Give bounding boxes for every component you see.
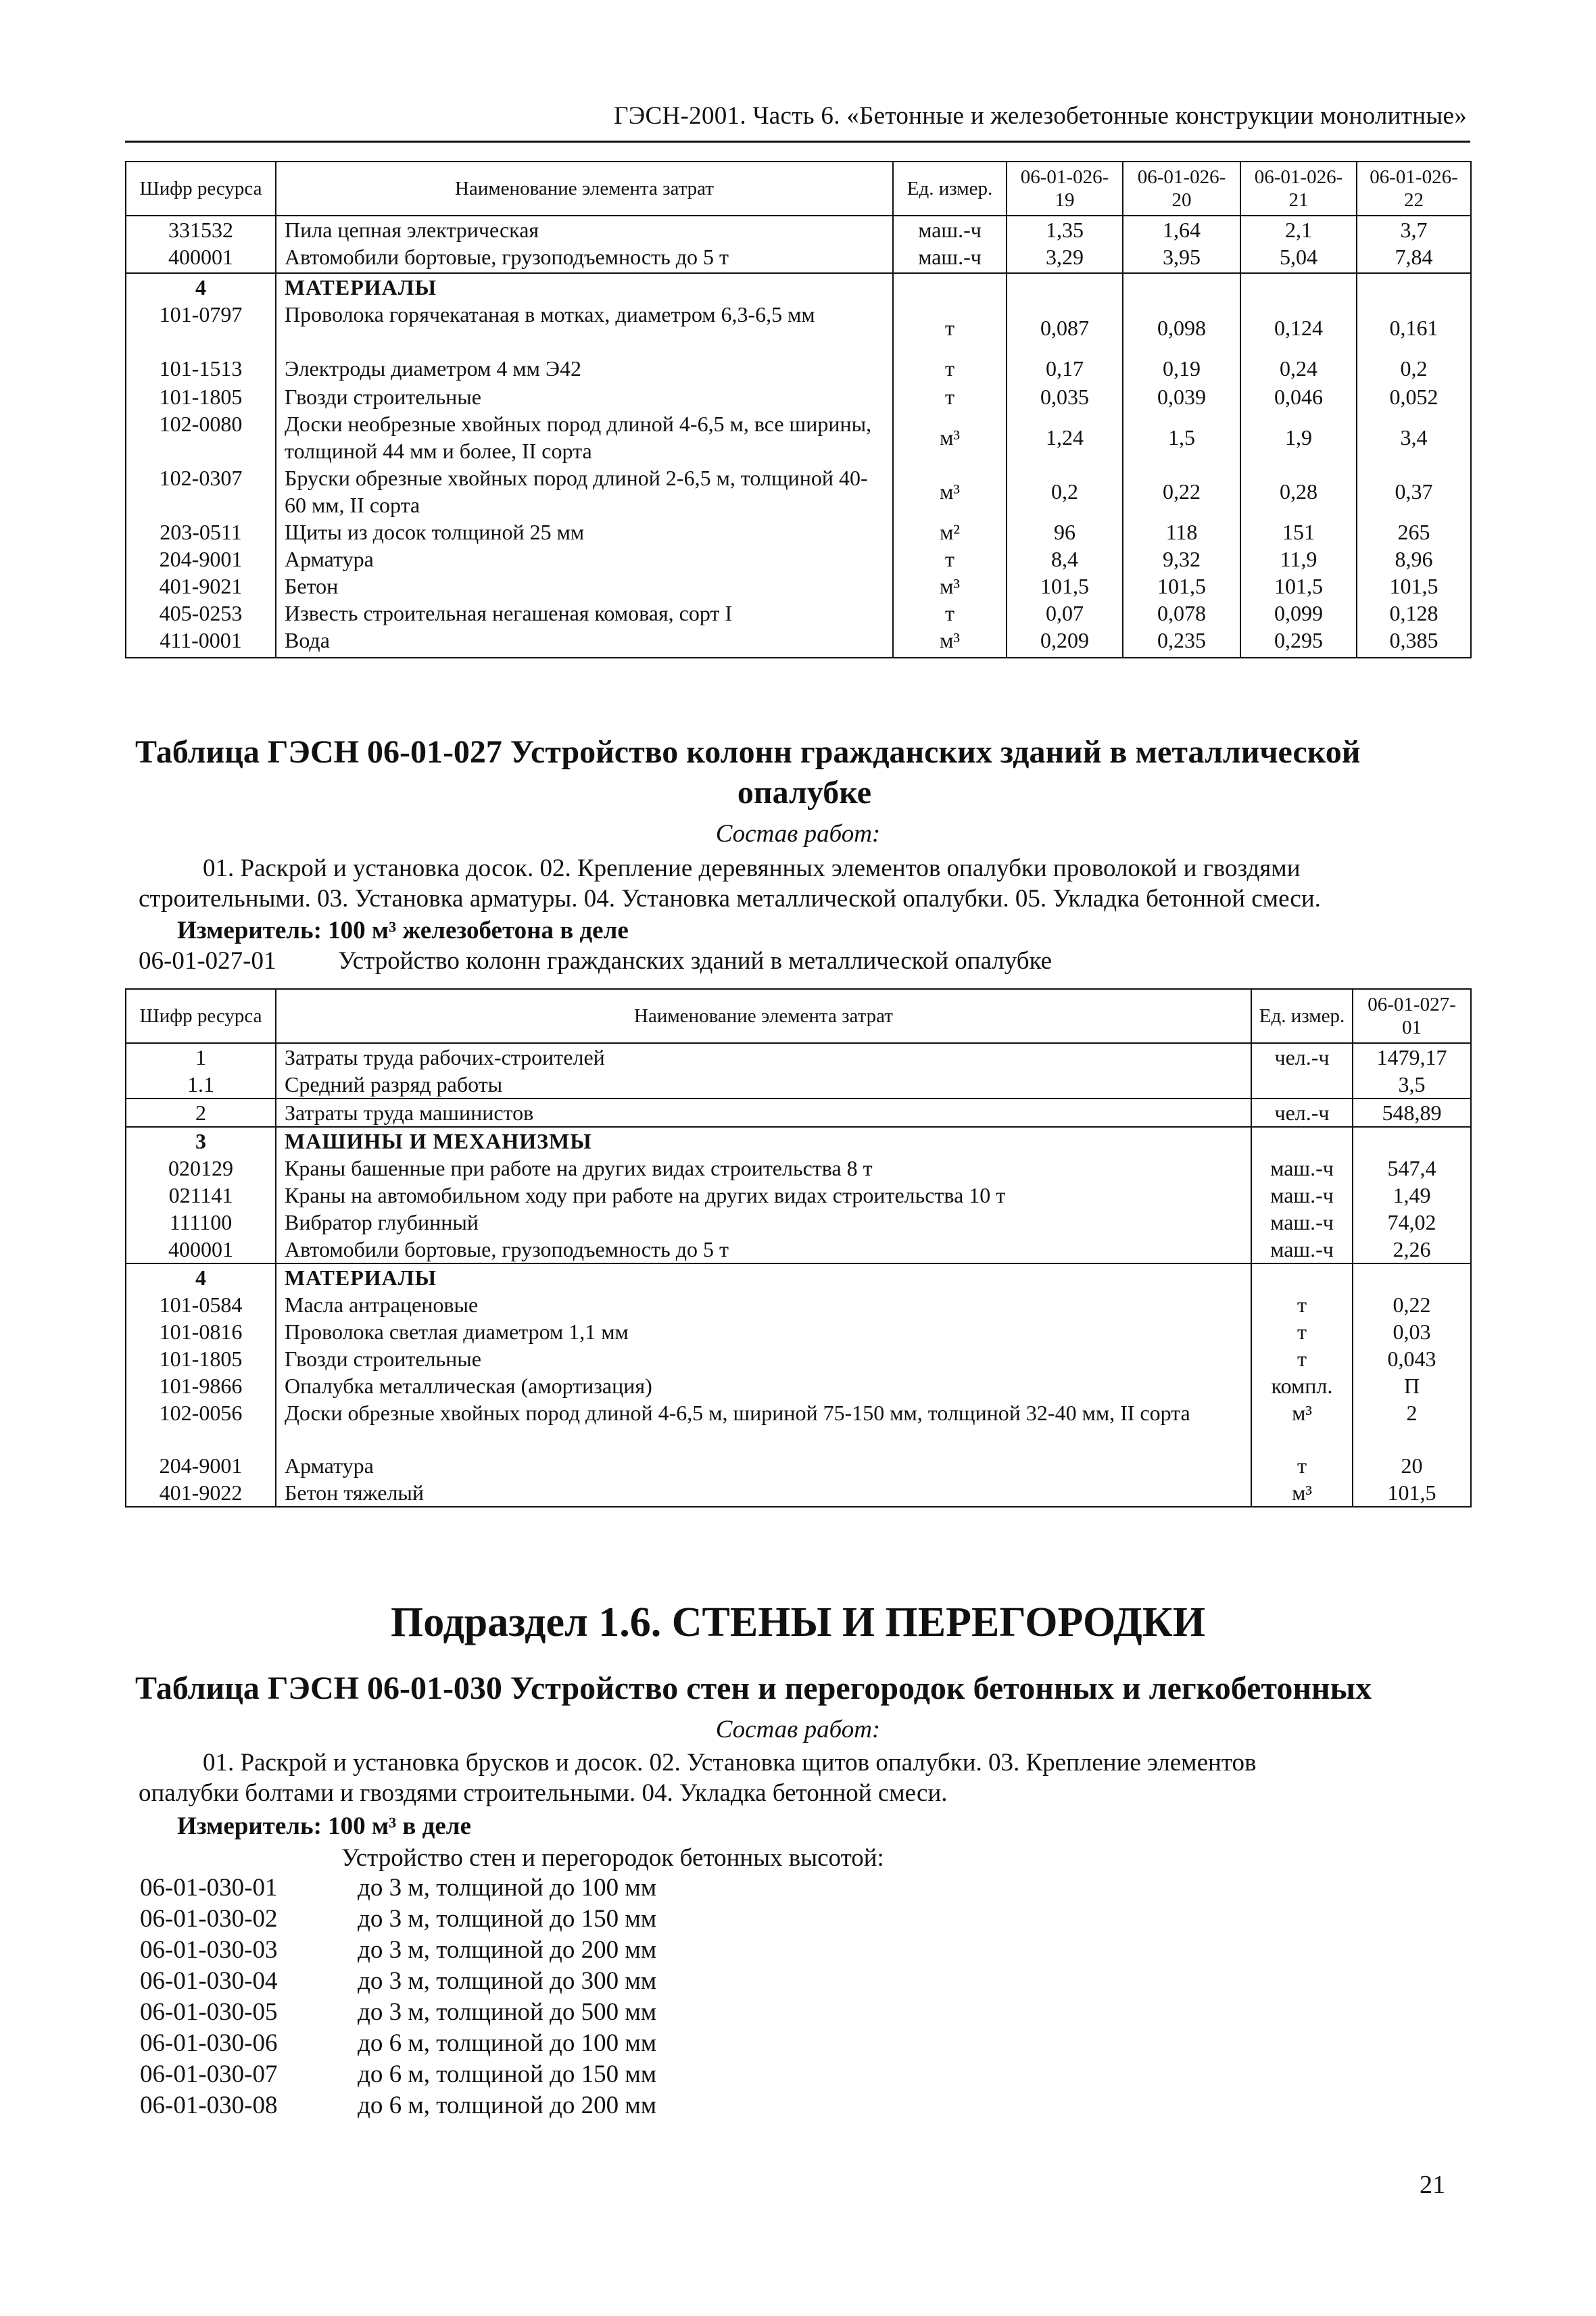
works-composition-030 <box>139 1747 1474 1808</box>
cell-unit: м³ <box>893 464 1007 518</box>
subsection-heading: Подраздел 1.6. СТЕНЫ И ПЕРЕГОРОДКИ <box>391 1599 1205 1645</box>
norm-description: до 3 м, толщиной до 300 мм <box>358 1967 657 1995</box>
header-unit: Ед. измер. <box>1251 989 1353 1043</box>
cell-value: 2,1 <box>1240 216 1357 243</box>
norm-description: до 6 м, толщиной до 150 мм <box>358 2060 657 2088</box>
cell-value <box>1357 273 1471 301</box>
norm-code: 06-01-030-01 <box>140 1874 278 1902</box>
header-norm-1: 06-01-027-01 <box>1353 989 1471 1043</box>
cell-unit <box>1251 1127 1353 1155</box>
table-row <box>126 1099 1471 1127</box>
cell-value: 3,29 <box>1007 243 1123 273</box>
norm-code: 06-01-030-05 <box>140 1998 278 2026</box>
cell-value: 11,9 <box>1240 546 1357 573</box>
cell-value: 0,07 <box>1007 600 1123 627</box>
cell-value: 0,124 <box>1240 301 1357 355</box>
table-row <box>126 518 1471 546</box>
norm-code: 06-01-027-01 <box>139 947 276 975</box>
cell-value: 547,4 <box>1353 1155 1471 1182</box>
cell-code: 101-1805 <box>126 383 276 410</box>
cell-name: Затраты труда машинистов <box>276 1099 1251 1127</box>
works-line-1: 01. Раскрой и установка досок. 02. Крепление деревянных элементов опалубки проволокой и гвоздями <box>203 854 1301 882</box>
cell-name: Автомобили бортовые, грузоподъемность до 5 т <box>276 243 893 273</box>
cell-unit: т <box>1251 1318 1353 1345</box>
cell-value: 0,295 <box>1240 627 1357 658</box>
cell-value: 151 <box>1240 518 1357 546</box>
table-row <box>126 1479 1471 1507</box>
cell-value: 0,22 <box>1353 1291 1471 1318</box>
cell-name: Бруски обрезные хвойных пород длиной 2-6,5 м, толщиной 40-60 мм, II сорта <box>276 464 893 518</box>
table-row <box>126 216 1471 243</box>
header-norm-3: 06-01-026-21 <box>1240 162 1357 216</box>
cell-unit: т <box>893 383 1007 410</box>
table-row <box>126 1127 1471 1155</box>
table-row <box>126 1399 1471 1452</box>
header-unit: Ед. измер. <box>893 162 1007 216</box>
cell-value: П <box>1353 1372 1471 1399</box>
cell-unit: чел.-ч <box>1251 1099 1353 1127</box>
table-row <box>126 410 1471 464</box>
cell-value: 1479,17 <box>1353 1043 1471 1071</box>
table-row <box>126 1209 1471 1236</box>
table-row <box>126 1372 1471 1399</box>
cell-value: 3,4 <box>1357 410 1471 464</box>
cell-unit: т <box>893 301 1007 355</box>
norm-list-030 <box>140 1873 656 2121</box>
measure-unit-030: Измеритель: 100 м³ в деле <box>177 1812 471 1840</box>
cell-value <box>1353 1127 1471 1155</box>
norm-item <box>140 2028 656 2059</box>
cell-value: 0,039 <box>1123 383 1240 410</box>
table-row <box>126 1155 1471 1182</box>
cell-name: Доски необрезные хвойных пород длиной 4-6,5 м, все ширины, толщиной 44 мм и более, II сорта <box>276 410 893 464</box>
cell-value: 1,24 <box>1007 410 1123 464</box>
table-row <box>126 243 1471 273</box>
cell-value: 101,5 <box>1353 1479 1471 1507</box>
running-header: ГЭСН-2001. Часть 6. «Бетонные и железобетонные конструкции монолитные» <box>614 102 1467 130</box>
cell-value <box>1240 273 1357 301</box>
cell-unit: маш.-ч <box>1251 1182 1353 1209</box>
header-name: Наименование элемента затрат <box>276 989 1251 1043</box>
works-composition-027 <box>139 853 1474 914</box>
cell-name: Вода <box>276 627 893 658</box>
cell-code: 3 <box>126 1127 276 1155</box>
cell-value: 0,37 <box>1357 464 1471 518</box>
cell-name: Масла антраценовые <box>276 1291 1251 1318</box>
cell-code: 4 <box>126 273 276 301</box>
cell-unit: маш.-ч <box>1251 1209 1353 1236</box>
cell-unit: м³ <box>1251 1479 1353 1507</box>
cell-value: 1,9 <box>1240 410 1357 464</box>
cell-value: 2,26 <box>1353 1236 1471 1263</box>
norm-description: до 6 м, толщиной до 100 мм <box>358 2029 657 2057</box>
cell-code: 405-0253 <box>126 600 276 627</box>
cell-code: 4 <box>126 1263 276 1291</box>
norm-code: 06-01-030-03 <box>140 1936 278 1964</box>
table-row <box>126 383 1471 410</box>
cell-value: 20 <box>1353 1452 1471 1479</box>
cell-code: 204-9001 <box>126 546 276 573</box>
cell-value: 0,17 <box>1007 355 1123 383</box>
cell-value: 1,5 <box>1123 410 1240 464</box>
norm-description: до 3 м, толщиной до 200 мм <box>358 1936 657 1964</box>
cell-unit: м³ <box>893 573 1007 600</box>
table-row <box>126 1318 1471 1345</box>
table-row <box>126 1452 1471 1479</box>
norm-list-header: Устройство стен и перегородок бетонных высотой: <box>341 1844 884 1872</box>
cell-value: 3,5 <box>1353 1071 1471 1099</box>
cell-code: 111100 <box>126 1209 276 1236</box>
cell-value: 0,161 <box>1357 301 1471 355</box>
cell-name: Автомобили бортовые, грузоподъемность до 5 т <box>276 1236 1251 1263</box>
cell-code: 101-1805 <box>126 1345 276 1372</box>
resource-table-026 <box>125 161 1472 658</box>
cell-value: 101,5 <box>1123 573 1240 600</box>
table-row <box>126 1236 1471 1263</box>
measure-unit-027: Измеритель: 100 м³ железобетона в деле <box>177 917 629 944</box>
cell-unit: чел.-ч <box>1251 1043 1353 1071</box>
cell-code: 101-0816 <box>126 1318 276 1345</box>
table-row <box>126 600 1471 627</box>
norm-description: до 3 м, толщиной до 500 мм <box>358 1998 657 2026</box>
table-row <box>126 1043 1471 1071</box>
cell-value: 0,2 <box>1007 464 1123 518</box>
cell-value: 101,5 <box>1007 573 1123 600</box>
cell-code: 101-0797 <box>126 301 276 355</box>
cell-code: 203-0511 <box>126 518 276 546</box>
cell-name: Бетон <box>276 573 893 600</box>
cell-unit: маш.-ч <box>1251 1236 1353 1263</box>
cell-code: 101-9866 <box>126 1372 276 1399</box>
table-title-030: Таблица ГЭСН 06-01-030 Устройство стен и перегородок бетонных и легкобетонных <box>135 1670 1372 1706</box>
cell-value: 0,19 <box>1123 355 1240 383</box>
table-title-027-cont: опалубке <box>737 775 872 811</box>
cell-unit: компл. <box>1251 1372 1353 1399</box>
norm-name: Устройство колонн гражданских зданий в металлической опалубке <box>338 947 1053 975</box>
norm-code: 06-01-030-02 <box>140 1905 278 1933</box>
cell-name: Арматура <box>276 546 893 573</box>
cell-value: 2 <box>1353 1399 1471 1452</box>
cell-code: 1.1 <box>126 1071 276 1099</box>
header-norm-4: 06-01-026-22 <box>1357 162 1471 216</box>
table-row <box>126 546 1471 573</box>
cell-name: Доски обрезные хвойных пород длиной 4-6,5 м, шириной 75-150 мм, толщиной 32-40 мм, II сорта <box>276 1399 1251 1452</box>
cell-name: Затраты труда рабочих-строителей <box>276 1043 1251 1071</box>
cell-value: 0,098 <box>1123 301 1240 355</box>
cell-name: МАТЕРИАЛЫ <box>276 273 893 301</box>
cell-code: 102-0307 <box>126 464 276 518</box>
cell-value: 0,22 <box>1123 464 1240 518</box>
cell-code: 400001 <box>126 243 276 273</box>
cell-unit <box>1251 1263 1353 1291</box>
norm-code: 06-01-030-06 <box>140 2029 278 2057</box>
table-row <box>126 1291 1471 1318</box>
table-row <box>126 1345 1471 1372</box>
cell-unit: маш.-ч <box>893 216 1007 243</box>
cell-value: 0,28 <box>1240 464 1357 518</box>
cell-unit <box>1251 1071 1353 1099</box>
cell-value: 1,49 <box>1353 1182 1471 1209</box>
cell-code: 1 <box>126 1043 276 1071</box>
cell-code: 102-0080 <box>126 410 276 464</box>
cell-value: 101,5 <box>1240 573 1357 600</box>
table-row <box>126 1263 1471 1291</box>
cell-unit: т <box>893 355 1007 383</box>
cell-code: 401-9021 <box>126 573 276 600</box>
norm-description: до 3 м, толщиной до 100 мм <box>358 1874 657 1902</box>
header-code: Шифр ресурса <box>126 162 276 216</box>
cell-value: 0,03 <box>1353 1318 1471 1345</box>
norm-item-027-01 <box>139 946 1052 975</box>
table-row <box>126 1182 1471 1209</box>
composition-label-030: Состав работ: <box>715 1716 881 1743</box>
cell-name: Гвозди строительные <box>276 1345 1251 1372</box>
cell-code: 401-9022 <box>126 1479 276 1507</box>
norm-item <box>140 1904 656 1935</box>
cell-unit <box>893 273 1007 301</box>
cell-code: 331532 <box>126 216 276 243</box>
header-norm-1: 06-01-026-19 <box>1007 162 1123 216</box>
cell-value: 8,4 <box>1007 546 1123 573</box>
norm-item <box>140 1935 656 1966</box>
cell-value: 0,099 <box>1240 600 1357 627</box>
table-row <box>126 464 1471 518</box>
norm-description: до 3 м, толщиной до 150 мм <box>358 1905 657 1933</box>
composition-label-027: Состав работ: <box>715 820 881 848</box>
norm-code: 06-01-030-07 <box>140 2060 278 2088</box>
cell-unit: т <box>1251 1452 1353 1479</box>
cell-name: Бетон тяжелый <box>276 1479 1251 1507</box>
cell-name: Известь строительная негашеная комовая, сорт I <box>276 600 893 627</box>
cell-name: Арматура <box>276 1452 1251 1479</box>
cell-code: 101-0584 <box>126 1291 276 1318</box>
cell-unit: т <box>893 546 1007 573</box>
page-number: 21 <box>1420 2171 1445 2199</box>
cell-value: 3,95 <box>1123 243 1240 273</box>
table-row <box>126 355 1471 383</box>
cell-name: Щиты из досок толщиной 25 мм <box>276 518 893 546</box>
cell-unit: м² <box>893 518 1007 546</box>
cell-unit: маш.-ч <box>893 243 1007 273</box>
cell-unit: маш.-ч <box>1251 1155 1353 1182</box>
norm-item <box>140 2059 656 2090</box>
cell-value: 548,89 <box>1353 1099 1471 1127</box>
cell-name: Средний разряд работы <box>276 1071 1251 1099</box>
cell-value: 0,209 <box>1007 627 1123 658</box>
cell-value <box>1353 1263 1471 1291</box>
cell-value: 74,02 <box>1353 1209 1471 1236</box>
cell-value: 0,2 <box>1357 355 1471 383</box>
header-code: Шифр ресурса <box>126 989 276 1043</box>
cell-code: 2 <box>126 1099 276 1127</box>
norm-item <box>140 1966 656 1997</box>
norm-code: 06-01-030-04 <box>140 1967 278 1995</box>
cell-value: 118 <box>1123 518 1240 546</box>
cell-name: МАШИНЫ И МЕХАНИЗМЫ <box>276 1127 1251 1155</box>
cell-name: Опалубка металлическая (амортизация) <box>276 1372 1251 1399</box>
table-row <box>126 573 1471 600</box>
cell-value <box>1007 273 1123 301</box>
cell-name: Вибратор глубинный <box>276 1209 1251 1236</box>
cell-name: Проволока светлая диаметром 1,1 мм <box>276 1318 1251 1345</box>
table-row <box>126 1071 1471 1099</box>
cell-value: 9,32 <box>1123 546 1240 573</box>
cell-value: 1,35 <box>1007 216 1123 243</box>
table-row <box>126 627 1471 658</box>
cell-value: 0,128 <box>1357 600 1471 627</box>
cell-unit: т <box>1251 1345 1353 1372</box>
cell-value: 3,7 <box>1357 216 1471 243</box>
cell-name: Проволока горячекатаная в мотках, диаметром 6,3-6,5 мм <box>276 301 893 355</box>
cell-value: 0,385 <box>1357 627 1471 658</box>
cell-value: 7,84 <box>1357 243 1471 273</box>
norm-item <box>140 2090 656 2121</box>
cell-value: 0,078 <box>1123 600 1240 627</box>
cell-value: 1,64 <box>1123 216 1240 243</box>
header-norm-2: 06-01-026-20 <box>1123 162 1240 216</box>
table-title-027: Таблица ГЭСН 06-01-027 Устройство колонн гражданских зданий в металлической <box>135 734 1361 770</box>
norm-description: до 6 м, толщиной до 200 мм <box>358 2092 657 2119</box>
cell-value: 5,04 <box>1240 243 1357 273</box>
cell-value: 101,5 <box>1357 573 1471 600</box>
cell-code: 020129 <box>126 1155 276 1182</box>
cell-code: 101-1513 <box>126 355 276 383</box>
cell-name: Краны башенные при работе на других видах строительства 8 т <box>276 1155 1251 1182</box>
cell-value: 0,087 <box>1007 301 1123 355</box>
cell-unit: м³ <box>893 410 1007 464</box>
resource-table-027 <box>125 988 1472 1507</box>
works-line-2: строительными. 03. Установка арматуры. 04. Установка металлической опалубки. 05. Укладка бетонной смеси. <box>139 885 1321 913</box>
norm-item <box>140 1873 656 1904</box>
cell-value: 265 <box>1357 518 1471 546</box>
table-row <box>126 273 1471 301</box>
cell-name: Электроды диаметром 4 мм Э42 <box>276 355 893 383</box>
cell-value: 0,046 <box>1240 383 1357 410</box>
cell-value: 96 <box>1007 518 1123 546</box>
cell-name: МАТЕРИАЛЫ <box>276 1263 1251 1291</box>
works-line-1: 01. Раскрой и установка брусков и досок. 02. Установка щитов опалубки. 03. Крепление элементов <box>203 1749 1257 1777</box>
norm-code: 06-01-030-08 <box>140 2092 278 2119</box>
header-rule <box>125 141 1470 143</box>
cell-value: 0,035 <box>1007 383 1123 410</box>
cell-name: Пила цепная электрическая <box>276 216 893 243</box>
cell-code: 400001 <box>126 1236 276 1263</box>
cell-code: 411-0001 <box>126 627 276 658</box>
table-row <box>126 301 1471 355</box>
cell-value: 8,96 <box>1357 546 1471 573</box>
cell-unit: м³ <box>893 627 1007 658</box>
cell-unit: т <box>893 600 1007 627</box>
cell-unit: т <box>1251 1291 1353 1318</box>
cell-name: Краны на автомобильном ходу при работе на других видах строительства 10 т <box>276 1182 1251 1209</box>
cell-code: 102-0056 <box>126 1399 276 1452</box>
cell-value: 0,24 <box>1240 355 1357 383</box>
cell-name: Гвозди строительные <box>276 383 893 410</box>
cell-value: 0,043 <box>1353 1345 1471 1372</box>
cell-code: 204-9001 <box>126 1452 276 1479</box>
cell-value: 0,235 <box>1123 627 1240 658</box>
cell-value: 0,052 <box>1357 383 1471 410</box>
cell-unit: м³ <box>1251 1399 1353 1452</box>
header-name: Наименование элемента затрат <box>276 162 893 216</box>
cell-code: 021141 <box>126 1182 276 1209</box>
norm-item <box>140 1997 656 2028</box>
cell-value <box>1123 273 1240 301</box>
works-line-2: опалубки болтами и гвоздями строительными. 04. Укладка бетонной смеси. <box>139 1779 948 1807</box>
